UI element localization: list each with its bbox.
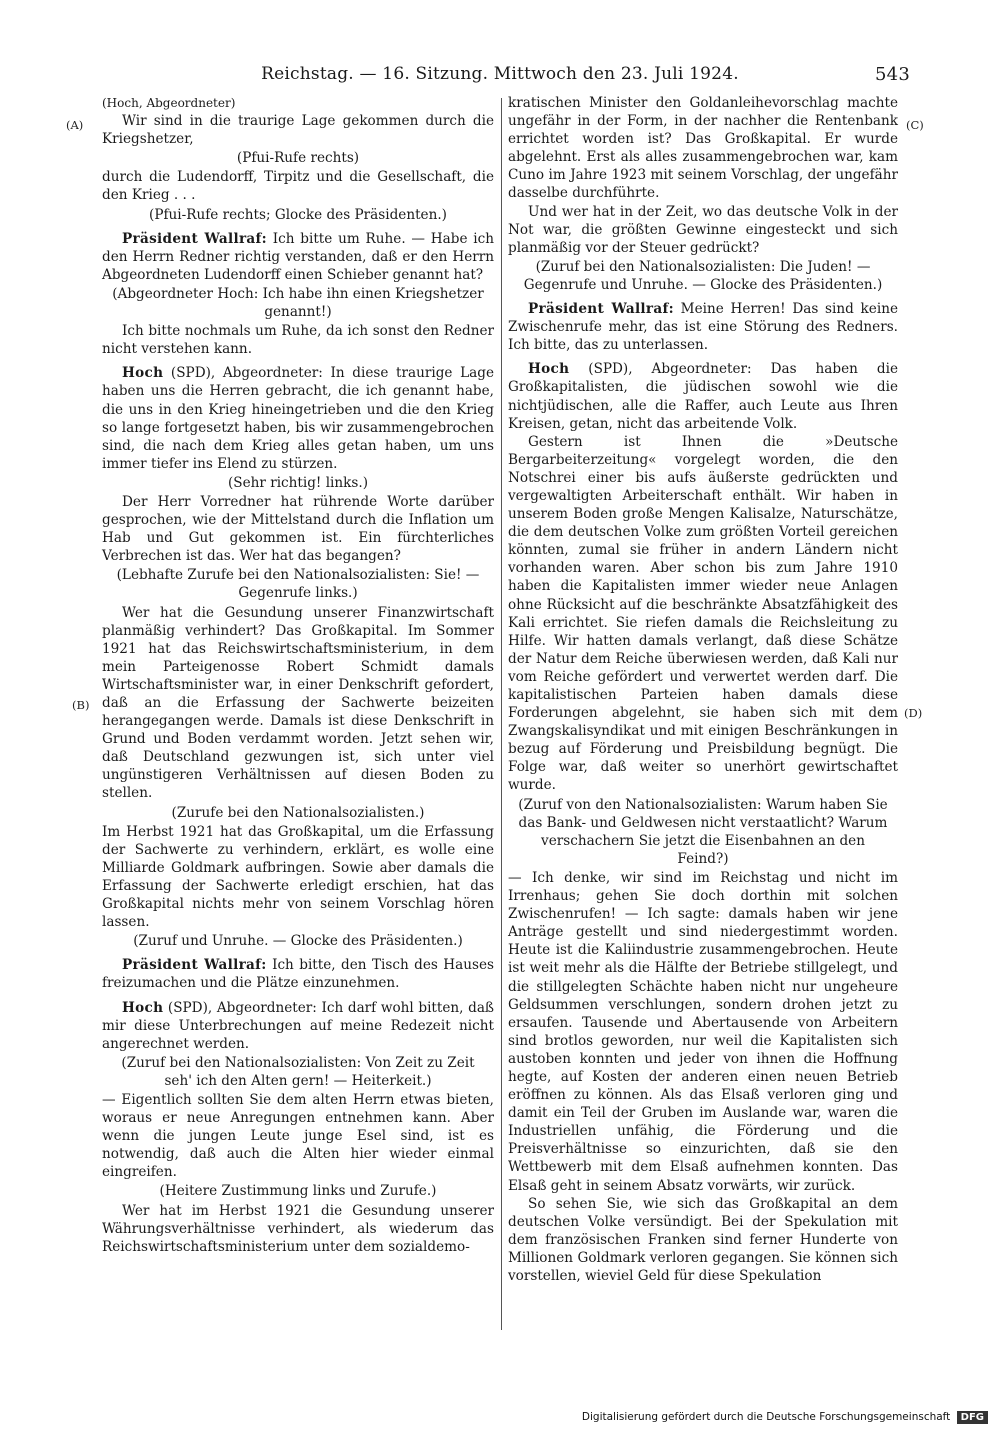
dfg-logo: DFG (957, 1411, 988, 1424)
interjection: (Pfui-Rufe rechts) (236, 150, 360, 167)
margin-marker-a: (A) (66, 118, 84, 132)
paragraph: kratischen Minister den Goldanleihevorschlag machte ungefähr in der Form, in der nachher die Rentenbank errichtet worden ist? Das Großkapital. Er wurde abgelehnt. Erst als alles zusammengebrochen war, kam Cuno im Jahre 1923 mit seinem Vorschlag, der ungefähr dasselbe durchführte. (508, 95, 898, 202)
margin-marker-d: (D) (904, 706, 923, 720)
speaker-name: Hoch (528, 361, 570, 378)
speech-block (102, 956, 494, 992)
left-column (102, 94, 494, 1256)
running-title: Reichstag. — 16. Sitzung. Mittwoch den 23. Juli 1924. (261, 64, 739, 84)
paragraph: Und wer hat in der Zeit, wo das deutsche Volk in der Not war, die größten Gewinne eingesteckt und sich planmäßig vor der Steuer gedrückt? (508, 203, 898, 256)
speech-text: Ich bitte um Ruhe. — Habe ich den Herrn Redner richtig verstanden, daß er den Herrn Abgeordneten Ludendorff einen Schieber genannt hat? (102, 230, 495, 283)
column-divider (501, 98, 502, 1330)
speech-text: Meine Herren! Das sind keine Zwischenrufe mehr, das ist eine Störung des Redners. Ich bitte, das zu unterlassen. (508, 301, 898, 354)
page-number: 543 (875, 64, 910, 85)
right-column (508, 94, 898, 1285)
speech-text: Ich bitte, den Tisch des Hauses freizumachen und die Plätze einzunehmen. (102, 957, 495, 992)
paragraph: Im Herbst 1921 hat das Großkapital, um die Erfassung der Sachwerte zu verhindern, erklärt, es wolle eine Milliarde Goldmark aufbringen. Sowie aber damals die Erfassung der Sachwerte erledigt erschien, hat das Großkapital nichts mehr von seinem Vorschlag hören lassen. (102, 823, 494, 931)
paragraph: — Eigentlich sollten Sie dem alten Herrn etwas bieten, woraus er neue Anregungen entnehmen kann. Aber wenn die jungen Leute junge Esel sind, ist es notwendig, daß auch die Alten hier wieder einmal eingreifen. (102, 1091, 494, 1181)
interjection: (Zuruf von den Nationalsozialisten: Warum haben Sie das Bank- und Geldwesen nicht verstaatlicht? Warum verschachern Sie jetzt die Eisenbahnen an den Feind?) (518, 796, 888, 867)
speaker-name: Hoch (122, 999, 164, 1016)
continued-speaker: (Hoch, Abgeordneter) (102, 96, 236, 110)
margin-marker-b: (B) (72, 698, 90, 712)
interjection: (Zuruf bei den Nationalsozialisten: Die Juden! — Gegenrufe und Unruhe. — Glocke des Präsidenten.) (523, 258, 883, 293)
speaker-name: Präsident Wallraf: (528, 301, 674, 318)
speech-text: (SPD), Abgeordneter: In diese traurige Lage haben uns die Herren gebracht, die ich genannt habe, die uns in den Krieg hineingetrieben und die den Krieg so lange fortgesetzt haben, bis wir zusammengebrochen sind, die nach dem Krieg alles getan haben, um uns immer tiefer ins Elend zu stürzen. (102, 365, 494, 472)
paragraph: Der Herr Vorredner hat rührende Worte darüber gesprochen, wie der Mittelstand durch die Inflation um Hab und Gut gekommen ist. Ein fürchterliches Verbrechen ist das. Wer hat das begangen? (102, 493, 494, 565)
digitization-credit (582, 1411, 988, 1424)
page-header (0, 60, 1000, 88)
interjection: (Sehr richtig! links.) (227, 474, 369, 491)
speech-text: (SPD), Abgeordneter: Ich darf wohl bitten, daß mir diese Unterbrechungen auf meine Redezeit nicht angerechnet werden. (102, 999, 494, 1052)
interjection: (Zurufe bei den Nationalsozialisten.) (171, 804, 425, 821)
speech-block (102, 999, 494, 1053)
paragraph: Wir sind in die traurige Lage gekommen durch die Kriegshetzer, (102, 113, 494, 148)
paragraph: Wer hat im Herbst 1921 die Gesundung unserer Währungsverhältnisse verhindert, als wiederum das Reichswirtschaftsministerium unter dem sozialdemo- (102, 1202, 494, 1255)
speech-block (508, 300, 898, 354)
speaker-name: Hoch (122, 365, 164, 382)
interjection: (Abgeordneter Hoch: Ich habe ihn einen Kriegshetzer genannt!) (112, 285, 484, 321)
interjection: (Pfui-Rufe rechts; Glocke des Präsidenten.) (149, 206, 447, 223)
interjection: (Zuruf bei den Nationalsozialisten: Von Zeit zu Zeit seh' ich den Alten gern! — Heiterkeit.) (121, 1054, 475, 1089)
speech-block (102, 230, 494, 284)
paragraph: durch die Ludendorff, Tirpitz und die Gesellschaft, die den Krieg . . . (102, 169, 494, 204)
speech-block (102, 364, 494, 473)
speaker-name: Präsident Wallraf: (122, 957, 267, 974)
paragraph: So sehen Sie, wie sich das Großkapital an dem deutschen Volke versündigt. Bei der Spekulation mit dem französischen Franken sind ferner Hunderte von Millionen Goldmark verloren gegangen. Sie können sich vorstellen, wieviel Geld für diese Spekulation (508, 1195, 898, 1284)
credit-text: Digitalisierung gefördert durch die Deutsche Forschungsgemeinschaft (581, 1411, 951, 1423)
interjection: (Lebhafte Zurufe bei den Nationalsozialisten: Sie! — Gegenrufe links.) (116, 567, 480, 602)
paragraph: Wer hat die Gesundung unserer Finanzwirtschaft planmäßig verhindert? Das Großkapital. Im Sommer 1921 hat das Reichswirtschaftsministerium, in dem mein Parteigenosse Robert Schmidt damals Wirtschaftsminister war, in einer Denkschrift gefordert, daß an die Erfassung der Sachwerte beizeiten herangegangen werde. Damals ist diese Denkschrift in Grund und Boden verdammt worden. Jetzt sehen wir, daß Deutschland gezwungen ist, sich unter viel ungünstigeren Verhältnissen auf diesen Boden zu stellen. (102, 604, 494, 802)
paragraph: — Ich denke, wir sind im Reichstag und nicht im Irrenhaus; gehen Sie doch dorthin mit solchen Zwischenrufen! — Ich sagte: damals haben wir jene Anträge gestellt und sind niedergestimmt worden. Heute ist die Kaliindustrie zusammengebrochen. Heute ist weit mehr als die Hälfte der Betriebe stillgelegt, und die stillgelegten Schächte haben nicht nur ungeheure Geldsummen verschlungen, sondern drohen jetzt zu ersaufen. Tausende und Abertausende von Arbeitern sind brotlos geworden, nur weil die Kapitalisten sich austoben konnten und jeder von ihnen die Hoffnung hegte, auf Kosten der anderen einen neuen Betrieb eröffnen zu können. Als das Elsaß verloren ging und damit ein Teil der Gruben im Auslande war, waren die Industriellen unfähig, die Förderung und die Preisverhältnisse so einzurichten, daß sie den Wettbewerb mit dem Elsaß aufnehmen konnten. Das Elsaß geht in seinem Absatz vorwärts, wir zurück. (508, 869, 898, 1194)
interjection: (Heitere Zustimmung links und Zurufe.) (159, 1183, 437, 1200)
interjection: (Zuruf und Unruhe. — Glocke des Präsidenten.) (133, 933, 463, 950)
speaker-name: Präsident Wallraf: (122, 230, 267, 247)
paragraph: Gestern ist Ihnen die »Deutsche Bergarbeiterzeitung« vorgelegt worden, die den Notschrei einer bis aufs äußerste gedrückten und vergewaltigten Arbeiterschaft enthält. Wir haben in unserem Boden große Mengen Kalisalze, Naturschätze, die dem deutschen Volke zum größten Vorteil gereichen könnten, zumal sie früher in andern Ländern nicht vorhanden waren. Aber schon bis zum Jahre 1910 haben die Kapitalisten immer wieder neue Anlagen ohne Rücksicht auf die beschränkte Absatzfähigkeit des Kali errichtet. Sie riefen damals die Reichsleitung zu Hilfe. Wir hatten damals verlangt, daß diese Schätze der Natur dem Reiche überwiesen werden, daß Kali nur vom Reiche gefördert und verwertet werden darf. Die kapitalistischen Parteien haben damals diese Forderungen abgelehnt, sie haben sich mit dem Zwangskalisyndikat und mit einigen Beschränkungen in bezug auf Förderung und Preisbildung begnügt. Die Folge war, daß weiter so unerhört gewirtschaftet wurde. (508, 433, 898, 794)
paragraph: Ich bitte nochmals um Ruhe, da ich sonst den Redner nicht verstehen kann. (102, 323, 494, 358)
speech-text: (SPD), Abgeordneter: Das haben die Großkapitalisten, die jüdischen sowohl wie die nichtjüdischen, alle die Raffer, auch Leute aus Ihren Kreisen, getan, nicht das arbeitende Volk. (508, 361, 898, 432)
speech-block (508, 360, 898, 432)
margin-marker-c: (C) (906, 118, 924, 132)
